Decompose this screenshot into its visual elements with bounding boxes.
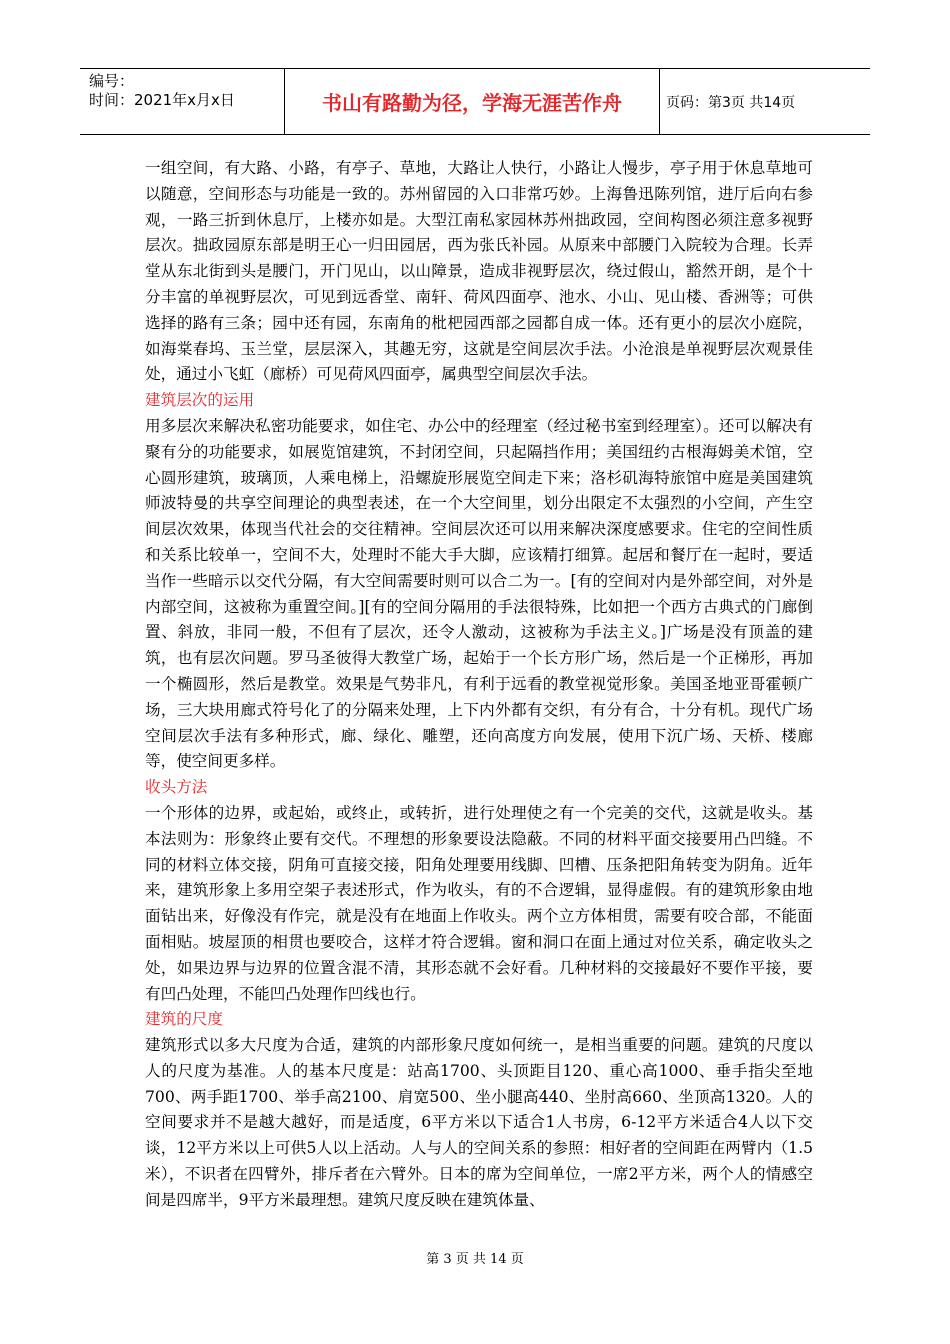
section-heading-layer-usage: 建筑层次的运用 <box>145 391 255 410</box>
section-heading-scale: 建筑的尺度 <box>145 1010 223 1029</box>
paragraph-scale: 建筑形式以多大尺度为合适，建筑的内部形象尺度如何统一，是相当重要的问题。建筑的尺度以人的尺度为基准。人的基本尺度是：站高1700、头顶距目120、重心高1000、垂手指尖至地700、两手距1700、举手高2100、肩宽500、坐小腿高440、坐肘高660、坐顶高1320。人的空间要求并不是越大越好，而是适度，6平方米以下适合1人书房，6-12平方米适合4人以下交谈，12平方米以上可供5人以上活动。人与人的空间关系的参照：相好者的空间距在两臂内（1.5米），不识者在四臂外，排斥者在六臂外。日本的席为空间单位，一席2平方米，两个人的情感空间是四席半，9平方米最理想。建筑尺度反映在建筑体量、 <box>145 1036 813 1209</box>
motto-text: 书山有路勤为径，学海无涯苦作舟 <box>322 91 622 115</box>
page-number-cell <box>660 69 870 134</box>
document-body <box>145 156 813 1214</box>
header-table <box>80 68 870 135</box>
paragraph-garden-layers: 一组空间，有大路、小路，有亭子、草地，大路让人快行，小路让人慢步，亭子用于休息草地可以随意，空间形态与功能是一致的。苏州留园的入口非常巧妙。上海鲁迅陈列馆，进厅后向右参观，一路三折到休息厅，上楼亦如是。大型江南私家园林苏州拙政园，空间构图必须注意多视野层次。拙政园原东部是明王心一归田园居，西为张氏补园。从原来中部腰门入院较为合理。长弄堂从东北街到头是腰门，开门见山，以山障景，造成非视野层次，绕过假山，豁然开朗，是个十分丰富的单视野层次，可见到远香堂、南轩、荷风四面亭、池水、小山、见山楼、香洲等；可供选择的路有三条；园中还有园，东南角的枇杷园西部之园都自成一体。还有更小的层次小庭院，如海棠春坞、玉兰堂，层层深入，其趣无穷，这就是空间层次手法。小沧浪是单视野层次观景佳处，通过小飞虹（廊桥）可见荷风四面亭，属典型空间层次手法。 <box>145 159 813 384</box>
section-heading-closure: 收头方法 <box>145 778 208 797</box>
motto-cell <box>285 69 660 134</box>
paragraph-closure: 一个形体的边界，或起始，或终止，或转折，进行处理使之有一个完美的交代，这就是收头。基本法则为：形象终止要有交代。不理想的形象要设法隐蔽。不同的材料平面交接要用凸凹缝。不同的材料立体交接，阴角可直接交接，阳角处理要用线脚、凹槽、压条把阳角转变为阴角。近年来，建筑形象上多用空架子表述形式，作为收头，有的不合逻辑，显得虚假。有的建筑形象由地面钻出来，好像没有作完，就是没有在地面上作收头。两个立方体相贯，需要有咬合部，不能面面相贴。坡屋顶的相贯也要咬合，这样才符合逻辑。窗和洞口在面上通过对位关系，确定收头之处，如果边界与边界的位置含混不清，其形态就不会好看。几种材料的交接最好不要作平接，要有凹凸处理，不能凹凸处理作凹线也行。 <box>145 803 813 1003</box>
header-meta-cell <box>80 69 285 134</box>
paragraph-layer-usage: 用多层次来解决私密功能要求，如住宅、办公中的经理室（经过秘书室到经理室）。还可以解决有聚有分的功能要求，如展览馆建筑，不封闭空间，只起隔挡作用；美国纽约古根海姆美术馆，空心圆形建筑，玻璃顶，人乘电梯上，沿螺旋形展览空间走下来；洛杉矶海特旅馆中庭是美国建筑师波特曼的共享空间理论的典型表述，在一个大空间里，划分出限定不太强烈的小空间，产生空间层次效果，体现当代社会的交往精神。空间层次还可以用来解决深度感要求。住宅的空间性质和关系比较单一，空间不大，处理时不能大手大脚，应该精打细算。起居和餐厅在一起时，要适当作一些暗示以交代分隔，有大空间需要时则可以合二为一。[有的空间对内是外部空间，对外是内部空间，这被称为重置空间。][有的空间分隔用的手法很特殊，比如把一个西方古典式的门廊倒置、斜放，非同一般，不但有了层次，还令人激动，这被称为手法主义。]广场是没有顶盖的建筑，也有层次问题。罗马圣彼得大教堂广场，起始于一个长方形广场，然后是一个正梯形，再加一个椭圆形，然后是教堂。效果是气势非凡，有利于远看的教堂视觉形象。美国圣地亚哥霍顿广场，三大块用廊式符号化了的分隔来处理，上下内外都有交织，有分有合，十分有机。现代广场空间层次手法有多种形式，廊、绿化、雕塑，还向高度方向发展，使用下沉广场、天桥、楼廊等，使空间更多样。 <box>145 416 813 771</box>
number-label: 编号： <box>89 72 135 90</box>
page-label: 页码：第3页 共14页 <box>666 94 796 111</box>
page-footer <box>0 1248 950 1267</box>
footer-page-number: 第 3 页 共 14 页 <box>426 1252 524 1267</box>
time-label: 时间：2021年x月x日 <box>89 91 235 109</box>
